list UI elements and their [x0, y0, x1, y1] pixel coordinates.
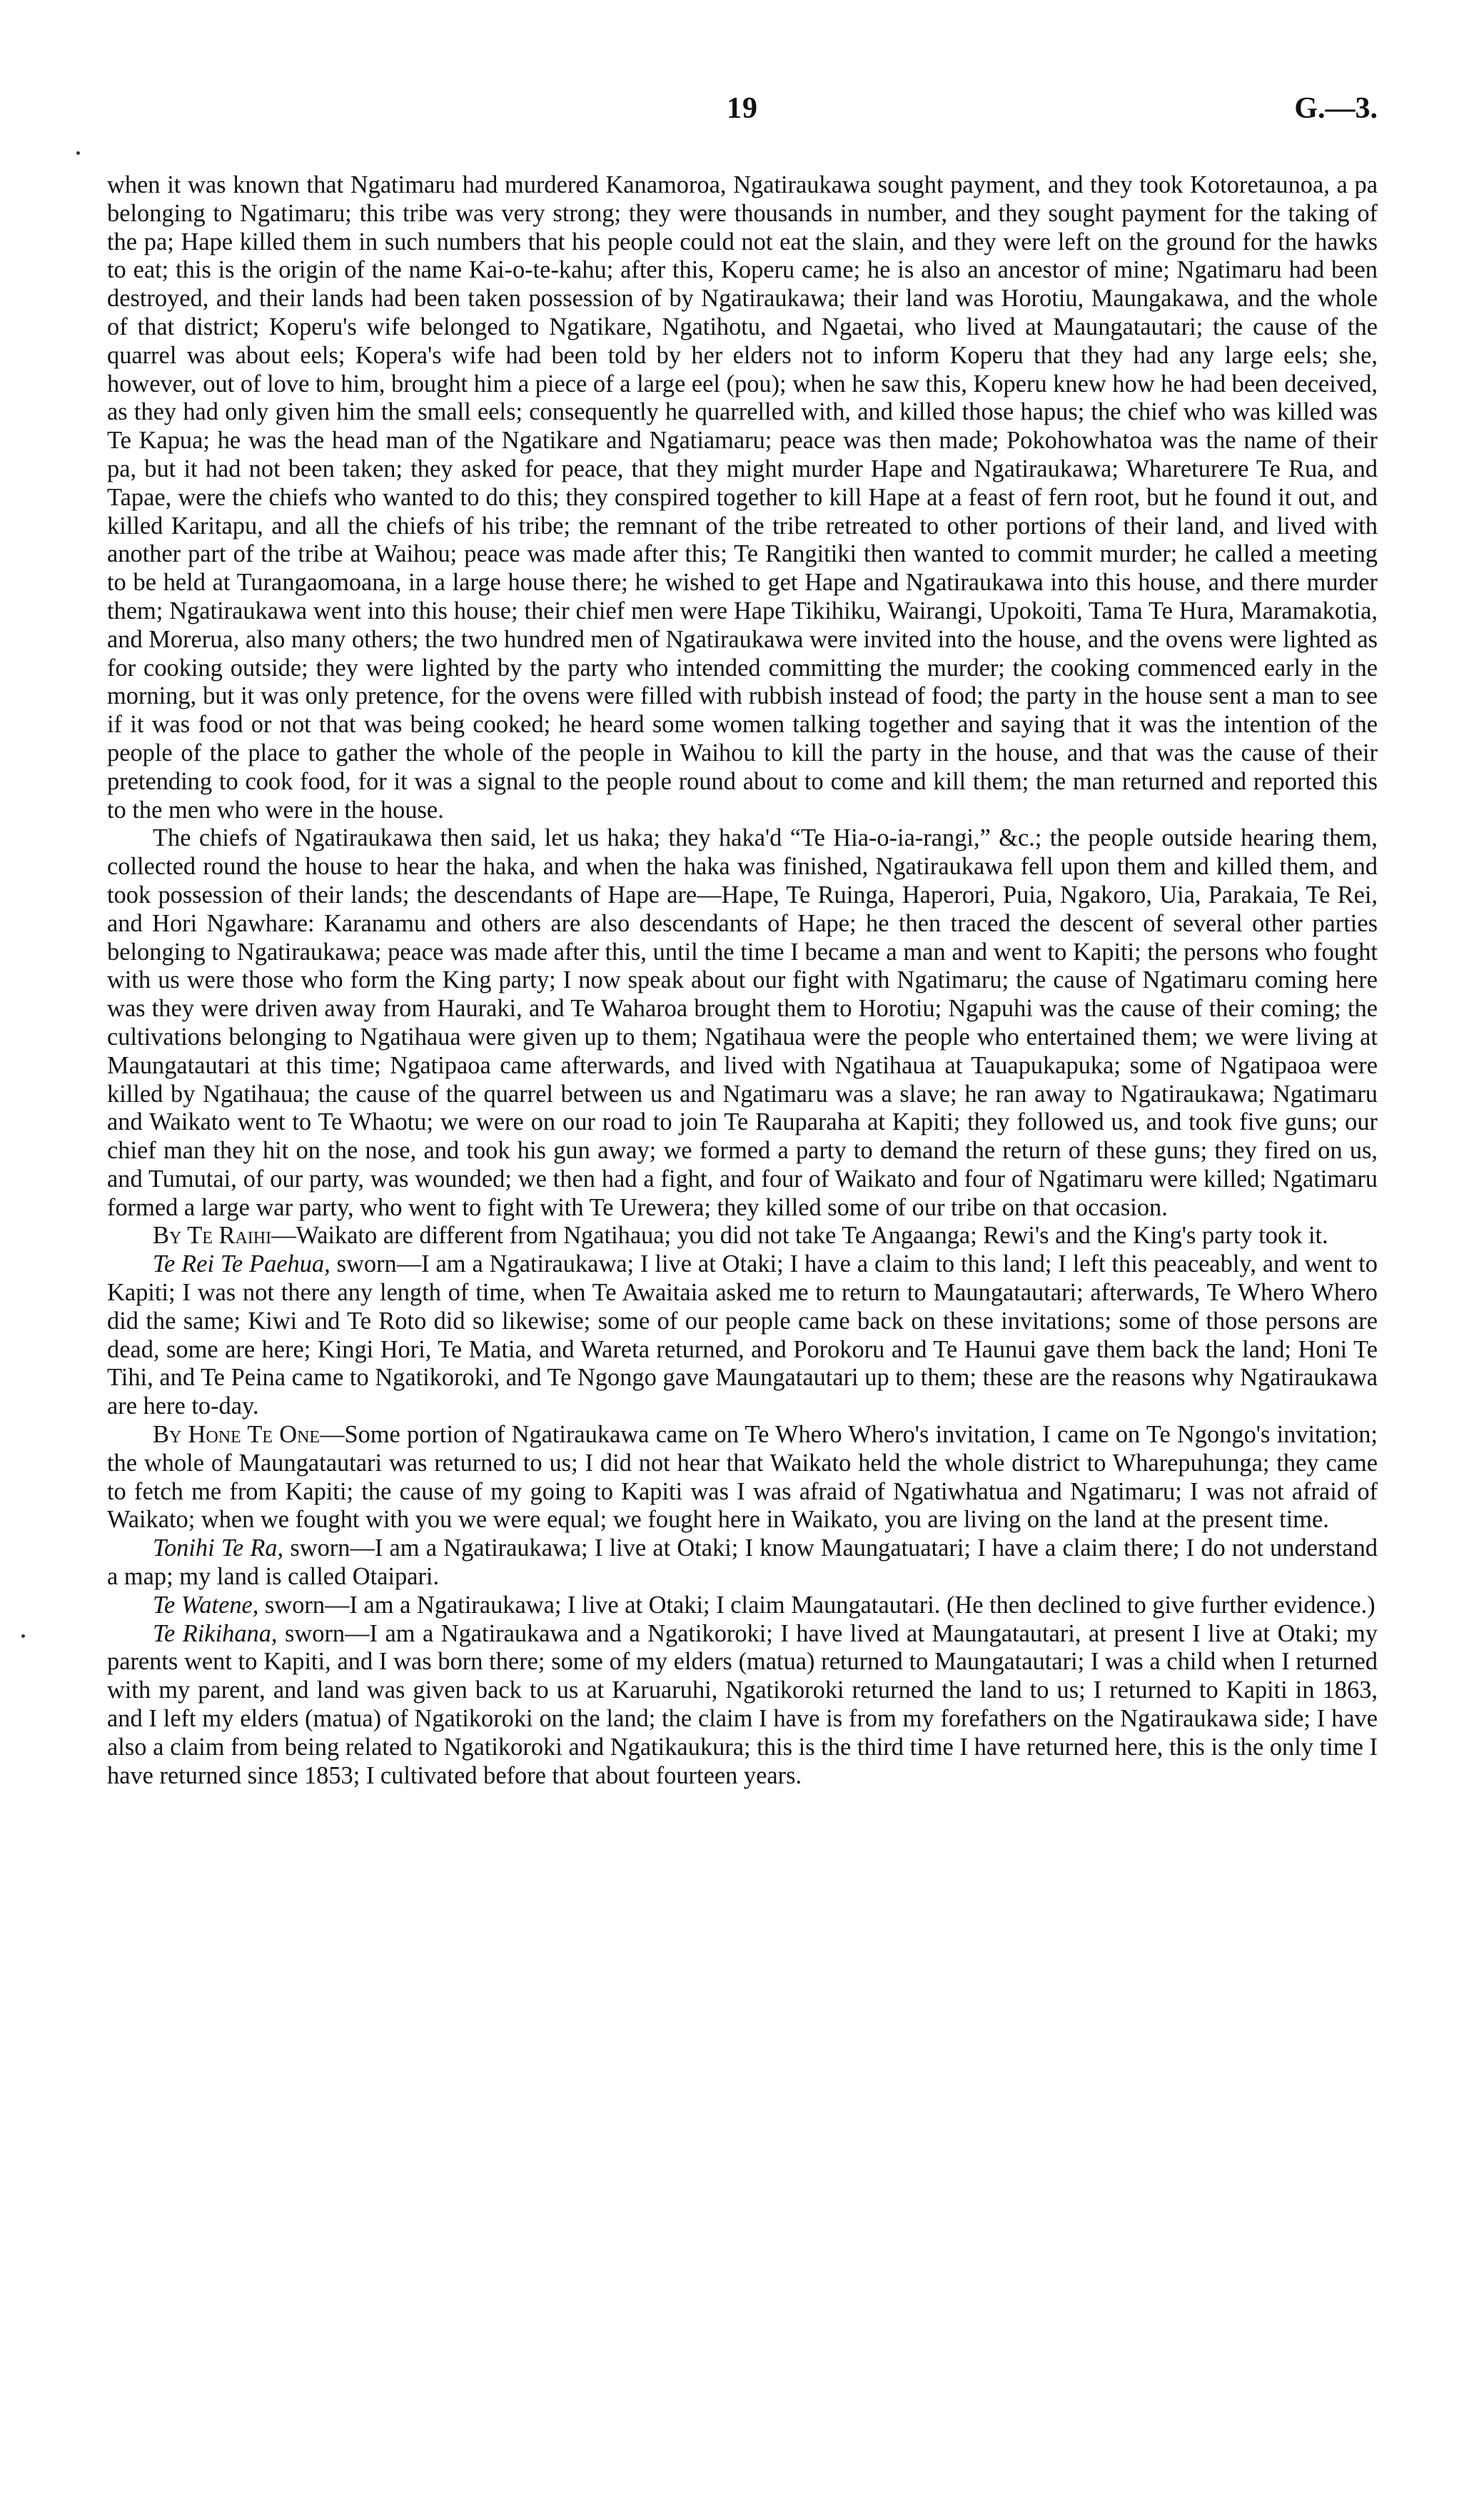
paragraph	[107, 1592, 1378, 1620]
margin-mark	[21, 1634, 25, 1638]
paragraph	[107, 1222, 1378, 1250]
paragraph	[107, 1534, 1378, 1592]
paragraph-text: sworn—I am a Ngatiraukawa; I live at Otaki; I have a claim to this land; I left this peaceably, and went to Kapiti; I was not there any length of time, when Te Awaitaia asked me to return to Maungatautari; afterwards, Te Whero Whero did the same; Kiwi and Te Roto did so likewise; some of our people came back on these invitations; some of those persons are dead, some are here; Kingi Hori, Te Matia, and Wareta returned, and Porokoru and Te Haunui gave them back the land; Honi Te Tihi, and Te Peina came to Ngatikoroki, and Te Ngongo gave Maungatautari up to them; these are the reasons why Ngatiraukawa are here to-day.	[107, 1250, 1378, 1420]
paragraph-text: sworn—I am a Ngatiraukawa; I live at Otaki; I claim Maungatautari. (He then declined to give further evidence.)	[258, 1591, 1376, 1619]
speaker-lead: By Hone Te One	[153, 1421, 320, 1449]
page-header	[107, 91, 1378, 134]
paragraph	[107, 1421, 1378, 1534]
speaker-lead: By Te Raihi	[153, 1222, 272, 1250]
paragraph-text: sworn—I am a Ngatiraukawa and a Ngatikoroki; I have lived at Maungatautari, at present I live at Otaki; my parents went to Kapiti, and I was born there; some of my elders (matua) returned to Maungatautari; I was a child when I returned with my parent, and land was given back to us at Karuaruhi, Ngatikoroki returned the land to us; I returned to Kapiti in 1863, and I left my elders (matua) of Ngatikoroki on the land; the claim I have is from my forefathers on the Ngatiraukawa side; I have also a claim from being related to Ngatikoroki and Ngatikaukura; this is the third time I have returned here, this is the only time I have returned since 1853; I cultivated before that about fourteen years.	[107, 1619, 1378, 1789]
paragraph	[107, 171, 1378, 824]
paragraph	[107, 1250, 1378, 1421]
paragraph-text: sworn—I am a Ngatiraukawa; I live at Otaki; I know Maungatuatari; I have a claim there; I do not understand a map; my land is called Otaipari.	[107, 1534, 1378, 1591]
document-reference: G.—3.	[1294, 92, 1378, 125]
paragraph-text: —Some portion of Ngatiraukawa came on Te Whero Whero's invitation, I came on Te Ngongo's invitation; the whole of Maungatautari was returned to us; I did not hear that Waikato held the whole district to Wharepuhunga; they came to fetch me from Kapiti; the cause of my going to Kapiti was I was afraid of Ngatiwhatua and Ngatimaru; I was not afraid of Waikato; when we fought with you we were equal; we fought here in Waikato, you are living on the land at the present time.	[107, 1421, 1378, 1534]
body-text	[107, 171, 1378, 1790]
witness-name: Te Rei Te Paehua,	[153, 1250, 330, 1278]
witness-name: Te Watene,	[153, 1591, 259, 1619]
paragraph-text: —Waikato are different from Ngatihaua; you did not take Te Angaanga; Rewi's and the King's party took it.	[271, 1222, 1328, 1250]
paragraph	[107, 824, 1378, 1222]
page-number: 19	[727, 92, 758, 125]
paragraph-text: when it was known that Ngatimaru had murdered Kanamoroa, Ngatiraukawa sought payment, and they took Kotoretaunoa, a pa belonging to Ngatimaru; this tribe was very strong; they were thousands in number, and they sought payment for the taking of the pa; Hape killed them in such numbers that his people could not eat the slain, and they were left on the ground for the hawks to eat; this is the origin of the name Kai-o-te-kahu; after this, Koperu came; he is also an ancestor of mine; Ngatimaru had been destroyed, and their lands had been taken possession of by Ngatiraukawa; their land was Horotiu, Maungakawa, and the whole of that district; Koperu's wife belonged to Ngatikare, Ngatihotu, and Ngaetai, who lived at Maungatautari; the cause of the quarrel was about eels; Kopera's wife had been told by her elders not to inform Koperu that they had any large eels; she, however, out of love to him, brought him a piece of a large eel (pou); when he saw this, Koperu knew how he had been deceived, as they had only given him the small eels; consequently he quarrelled with, and killed those hapus; the chief who was killed was Te Kapua; he was the head man of the Ngatikare and Ngatiamaru; peace was then made; Pokohowhatoa was the name of their pa, but it had not been taken; they asked for peace, that they might murder Hape and Ngatiraukawa; Whareturere Te Rua, and Tapae, were the chiefs who wanted to do this; they conspired together to kill Hape at a feast of fern root, but he found it out, and killed Karitapu, and all the chiefs of his tribe; the remnant of the tribe retreated to other portions of their land, and lived with another part of the tribe at Waihou; peace was made after this; Te Rangitiki then wanted to commit murder; he called a meeting to be held at Turangaomoana, in a large house there; he wished to get Hape and Ngatiraukawa into this house, and there murder them; Ngatiraukawa went into this house; their chief men were Hape Tikihiku, Wairangi, Upokoiti, Tama Te Hura, Maramakotia, and Morerua, also many others; the two hundred men of Ngatiraukawa were invited into the house, and the ovens were lighted as for cooking outside; they were lighted by the party who intended committing the murder; the cooking commenced early in the morning, but it was only pretence, for the ovens were filled with rubbish instead of food; the party in the house sent a man to see if it was food or not that was being cooked; he heard some women talking together and saying that it was the intention of the people of the place to gather the whole of the people in Waihou to kill the party in the house, and that was the cause of their pretending to cook food, for it was a signal to the people round about to come and kill them; the man returned and reported this to the men who were in the house.	[107, 171, 1378, 824]
witness-name: Tonihi Te Ra,	[153, 1534, 284, 1562]
margin-mark	[76, 151, 80, 155]
paragraph	[107, 1620, 1378, 1791]
witness-name: Te Rikihana,	[153, 1619, 278, 1647]
paragraph-text: The chiefs of Ngatiraukawa then said, let us haka; they haka'd “Te Hia-o-ia-rangi,” &c.; the people outside hearing them, collected round the house to hear the haka, and when the haka was finished, Ngatiraukawa fell upon them and killed them, and took possession of their lands; the descendants of Hape are—Hape, Te Ruinga, Haperori, Puia, Ngakoro, Uia, Parakaia, Te Rei, and Hori Ngawhare: Karanamu and others are also descendants of Hape; he then traced the descent of several other parties belonging to Ngatiraukawa; peace was made after this, until the time I became a man and went to Kapiti; the persons who fought with us were those who form the King party; I now speak about our fight with Ngatimaru; the cause of Ngatimaru coming here was they were driven away from Hauraki, and Te Waharoa brought them to Horotiu; Ngapuhi was the cause of their coming; the cultivations belonging to Ngatihaua were given up to them; Ngatihaua were the people who entertained them; we were living at Maungatautari at this time; Ngatipaoa came afterwards, and lived with Ngatihaua at Tauapukapuka; some of Ngatipaoa were killed by Ngatihaua; the cause of the quarrel between us and Ngatimaru was a slave; he ran away to Ngatiraukawa; Ngatimaru and Waikato went to Te Whaotu; we were on our road to join Te Rauparaha at Kapiti; they followed us, and took five guns; our chief man they hit on the nose, and took his gun away; we formed a party to demand the return of these guns; they fired on us, and Tumutai, of our party, was wounded; we then had a fight, and four of Waikato and four of Ngatimaru were killed; Ngatimaru formed a large war party, who went to fight with Te Urewera; they killed some of our tribe on that occasion.	[107, 824, 1378, 1221]
